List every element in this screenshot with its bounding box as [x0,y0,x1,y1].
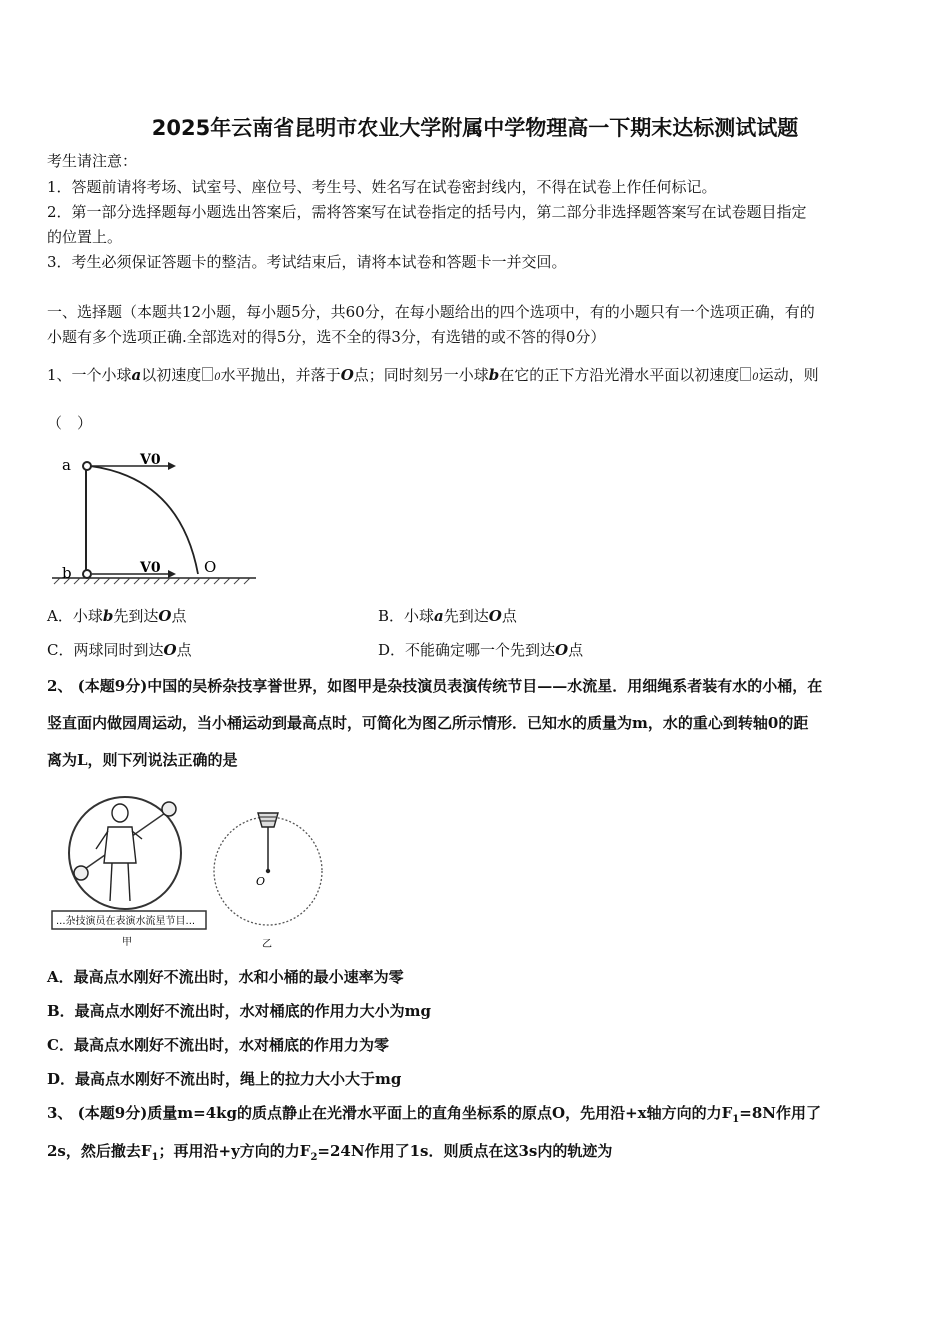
missing-glyph-icon [740,367,751,381]
label-b: b [62,564,72,582]
q2-stem-line-1: 2、 (本题9分)中国的吴桥杂技享誉世界，如图甲是杂技演员表演传统节目——水流星．用细绳系者装有水的小桶，在 [47,677,823,695]
q2-stem-line-2: 竖直面内做园周运动，当小桶运动到最高点时，可简化为图乙所示情形．已知水的质量为m，水的重心到转轴0的距 [47,714,809,732]
missing-glyph-icon [202,367,213,381]
notice-item-3: 3．考生必须保证答题卡的整洁。考试结束后，请将本试卷和答题卡一并交回。 [47,253,567,271]
notice-item-1: 1．答题前请将考场、试室号、座位号、考生号、姓名写在试卷密封线内，不得在试卷上作任何标记。 [47,178,717,196]
trajectory-curve [90,466,198,574]
bucket-bottom-icon [74,866,88,880]
ball-b [83,570,91,578]
label-a: a [62,456,71,474]
notice-item-2: 2．第一部分选择题每小题选出答案后，需将答案写在试卷指定的括号内，第二部分非选择题答案写在试卷题目指定 [47,203,807,221]
label-O-yi: O [256,875,266,888]
axis-point [266,869,270,873]
arrowhead-bottom-icon [168,570,176,578]
q1-option-c[interactable]: C．两球同时到达O点 [47,641,192,659]
bucket-icon [258,813,278,827]
q2-option-c[interactable]: C．最高点水刚好不流出时，水对桶底的作用力为零 [47,1036,389,1054]
performer-icon [96,804,142,901]
q1-answer-paren: （ ） [47,414,93,432]
notice-heading: 考生请注意： [47,152,138,170]
q1-option-b[interactable]: B．小球a先到达O点 [378,607,517,625]
ball-a [83,462,91,470]
q2-stem-line-3: 离为L，则下列说法正确的是 [47,751,238,769]
label-yi: 乙 [262,939,272,950]
label-O: O [204,558,217,576]
q1-projectile-figure [50,448,260,588]
q2-water-meteor-figure [50,783,340,953]
label-v0-bottom: V0 [140,560,161,576]
label-jia: 甲 [122,937,132,948]
q2-option-d[interactable]: D．最高点水刚好不流出时，绳上的拉力大小大于mg [47,1070,402,1088]
notice-item-2-cont: 的位置上。 [47,228,123,246]
ground-hatching [54,578,250,584]
label-v0-top: V0 [140,452,161,468]
page-title: 2025年云南省昆明市农业大学附属中学物理高一下期末达标测试试题 [151,116,799,140]
q2-option-b[interactable]: B．最高点水刚好不流出时，水对桶底的作用力大小为mg [47,1002,432,1020]
section-heading-line-1: 一、选择题（本题共12小题，每小题5分，共60分，在每小题给出的四个选项中，有的小题只有一个选项正确，有的 [47,303,815,321]
q3-stem-line-2: 2s，然后撤去$F_1$；再用沿+y方向的力$F_2=24N$作用了1s．则质点在这3s内的轨迹为 [47,1142,613,1163]
q1-option-d[interactable]: D．不能确定哪一个先到达O点 [378,641,584,659]
arrowhead-top-icon [168,462,176,470]
q3-stem-line-1: 3、 (本题9分)质量m=4kg的质点静止在光滑水平面上的直角坐标系的原点O，先用沿+x轴方向的力$F_1=8N$作用了 [47,1104,821,1125]
q1-stem: 1、一个小球a以初速度 0水平抛出，并落于O点；同时刻另一小球b在它的正下方沿光滑水平面以初速度 0运动，则 [47,366,819,384]
caption-text: ...杂技演员在表演水流星节目... [56,916,196,927]
q1-option-a[interactable]: A．小球b先到达O点 [47,607,187,625]
q2-option-a[interactable]: A．最高点水刚好不流出时，水和小桶的最小速率为零 [47,968,404,986]
section-heading-line-2: 小题有多个选项正确.全部选对的得5分，选不全的得3分，有选错的或不答的得0分） [47,328,606,346]
bucket-top-icon [162,802,176,816]
